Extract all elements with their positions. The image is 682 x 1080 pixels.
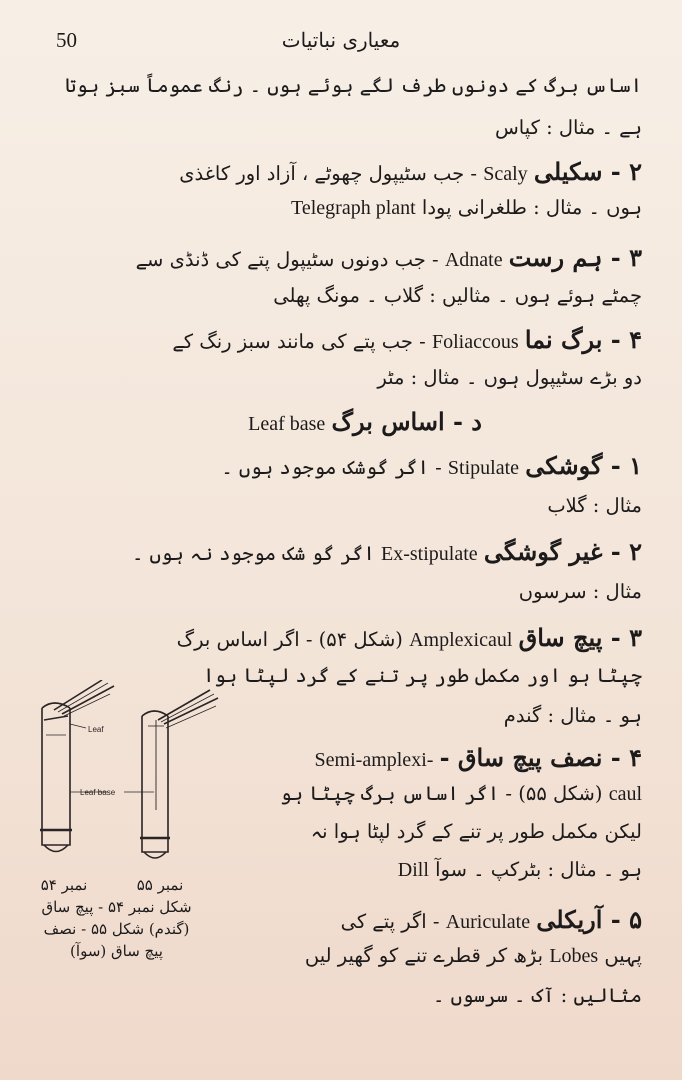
english-term: Amplexicaul (409, 629, 513, 651)
figure-caption-line: (گندم) شکل ۵۵ - نصف (43, 920, 190, 938)
text-line: مثال : گلاب (547, 494, 642, 517)
text-segment: - اگر پتے کی (340, 910, 440, 933)
text-line: چپٹا ہو اور مکمل طور پر تنے کے گرد لپٹا ہوا (202, 664, 642, 687)
text-line (305, 944, 642, 968)
text-line: چمٹے ہوئے ہوں ۔ مثالیں : گلاب ۔ مونگ پھلی (273, 284, 642, 307)
section-title: د - اساس برگ (331, 407, 482, 436)
text-segment: - جب دونوں سٹیپول پتے کی ڈنڈی سے (135, 248, 439, 271)
english-term: Semi-amplexi- (314, 749, 434, 771)
item-stipulate (221, 452, 642, 481)
item-heading: ۳ - پیچ ساق (518, 623, 642, 652)
text-segment: اگر گو شک موجود نہ ہوں ۔ (131, 542, 375, 565)
text-line (291, 196, 642, 220)
text-line: اساس برگ کے دونوں طرف لگے ہوئے ہوں ۔ رنگ عموماً سبز ہوتا (64, 74, 642, 97)
english-term: Stipulate (447, 457, 520, 479)
text-line (280, 782, 642, 806)
item-heading: ۴ - نصف پیچ ساق - (439, 743, 642, 772)
text-line: ہو ۔ مثال : گندم (503, 704, 642, 727)
leaf-base-label: Leaf base (80, 788, 116, 797)
english-term: Scaly (483, 163, 528, 185)
text-line: ہے ۔ مثال : کپاس (495, 116, 642, 139)
item-ex-stipulate (132, 538, 642, 567)
text-segment: بڑھ کر قطرے تنے کو گھیر لیں (304, 944, 544, 967)
running-title: معیاری نباتیات (281, 28, 401, 52)
text-segment: - جب پتے کی مانند سبز رنگ کے (172, 330, 426, 353)
english-term: Ex-stipulate (381, 543, 478, 565)
english-term: Auriculate (445, 911, 531, 933)
leaf-label: Leaf (88, 725, 104, 734)
text-line: مثالیں : آک ۔ سرسوں ۔ (433, 984, 642, 1007)
english-term: Adnate (444, 249, 503, 271)
leaf-base-illustration (14, 680, 219, 880)
text-segment: ہو ۔ مثال : بٹرکپ ۔ سوآ (435, 858, 642, 881)
english-term: Dill (397, 859, 429, 881)
section-heading (248, 408, 482, 437)
text-segment: پہیں (604, 944, 642, 967)
item-heading: ۳ - ہم رست (508, 243, 642, 272)
item-heading: ۵ - آریکلی (536, 905, 642, 934)
page-number: 50 (56, 28, 77, 52)
item-semi-amplexicaul (315, 744, 642, 773)
figure-caption-line: پیچ ساق (سوآ) (70, 942, 163, 960)
text-segment: - اگر گوشک موجود ہوں ۔ (221, 456, 442, 479)
text-segment: (شکل ۵۴) - اگر اساس برگ (176, 628, 403, 651)
item-amplexicaul (177, 624, 642, 653)
item-heading: ۱ - گوشکی (525, 451, 642, 480)
text-line: مثال : سرسوں (518, 580, 642, 603)
item-heading: ۲ - غیر گوشگی (483, 537, 642, 566)
figure-number-left: نمبر ۵۴ (40, 876, 88, 894)
english-term: Telegraph plant (291, 197, 416, 219)
text-segment: - جب سٹیپول چھوٹے ، آزاد اور کاغذی (179, 162, 478, 185)
item-heading: ۴ - برگ نما (524, 325, 642, 354)
item-heading: ۲ - سکیلی (533, 157, 642, 186)
item-foliaccous (172, 326, 642, 355)
english-term: Leaf base (248, 413, 326, 435)
text-segment: (شکل ۵۵) - اگر اساس برگ چپٹا ہو (280, 782, 603, 805)
figure-caption-line: شکل نمبر ۵۴ - پیچ ساق (41, 898, 192, 916)
text-line: دو بڑے سٹیپول ہوں ۔ مثال : مٹر (377, 366, 642, 389)
figure-number-right: نمبر ۵۵ (136, 876, 184, 894)
english-term: Lobes (549, 945, 599, 967)
text-line (398, 858, 642, 882)
item-scaly (179, 158, 642, 187)
text-segment: ہوں ۔ مثال : طلغرانی پودا (421, 196, 642, 219)
english-term: Foliaccous (431, 331, 519, 353)
item-auriculate (341, 906, 642, 935)
item-adnate (136, 244, 642, 273)
text-line: لیکن مکمل طور پر تنے کے گرد لپٹا ہوا نہ (310, 820, 642, 843)
english-term: caul (608, 783, 642, 805)
